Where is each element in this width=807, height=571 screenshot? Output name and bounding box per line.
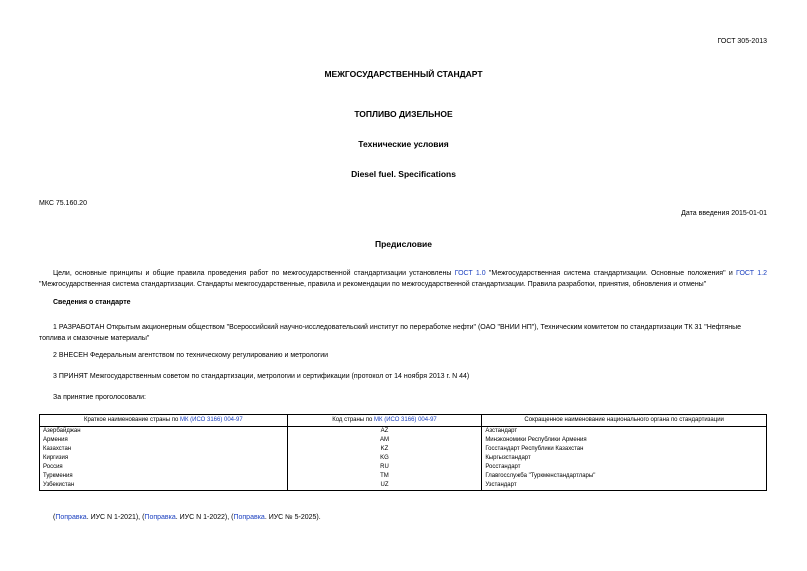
item-2-introduced: 2 ВНЕСЕН Федеральным агентством по техническому регулированию и метрологии <box>53 352 329 359</box>
country-name-cell: Армения <box>40 436 288 445</box>
info-heading: Сведения о стандарте <box>53 299 131 306</box>
country-code-cell: UZ <box>287 481 482 491</box>
table-row <box>40 436 767 445</box>
table-row <box>40 472 767 481</box>
table-header-row <box>40 415 767 427</box>
amendment-link[interactable]: Поправка <box>233 514 265 521</box>
foreword-text-1: Цели, основные принципы и общие правила проведения работ по межгосударственной стандартизации установлены <box>53 270 455 277</box>
table-row <box>40 463 767 472</box>
foreword-text-3: "Межгосударственная система стандартизации. Стандарты межгосударственные, правила и рекомендации по межгосударственной стандартизации. Правила разработки, принятия, обновления и отмены" <box>39 281 707 288</box>
country-code-cell: KZ <box>287 445 482 454</box>
item-1-developed: 1 РАЗРАБОТАН Открытым акционерным обществом "Всероссийский научно-исследовательский институт по переработке нефти" (ОАО "ВНИИ НП"), Техническим комитетом по стандартизации ТК 31 "Нефтяные топлива и смазочные материалы" <box>39 324 742 342</box>
amendments-text: . ИУС № 5-2025). <box>264 514 321 521</box>
country-code-cell: AM <box>287 436 482 445</box>
table-row <box>40 427 767 437</box>
gost-1-2-link[interactable]: ГОСТ 1.2 <box>736 270 767 277</box>
header-country-name <box>40 415 288 427</box>
table-row <box>40 481 767 491</box>
standards-body-cell: Госстандарт Республики Казахстан <box>482 445 767 454</box>
header-country-code-text: Код страны по <box>332 417 375 423</box>
standards-body-cell: Кыргызстандарт <box>482 454 767 463</box>
standard-type: МЕЖГОСУДАРСТВЕННЫЙ СТАНДАРТ <box>324 69 483 79</box>
amendments-line <box>53 514 321 521</box>
header-standards-body: Сокращенное наименование национального органа по стандартизации <box>482 415 767 427</box>
standards-body-cell: Узстандарт <box>482 481 767 491</box>
country-code-cell: TM <box>287 472 482 481</box>
document-code: ГОСТ 305-2013 <box>717 38 767 45</box>
country-name-cell: Казахстан <box>40 445 288 454</box>
country-name-cell: Киргизия <box>40 454 288 463</box>
country-code-cell: KG <box>287 454 482 463</box>
gost-1-0-link[interactable]: ГОСТ 1.0 <box>454 270 486 277</box>
document-title-english: Diesel fuel. Specifications <box>351 169 456 179</box>
standards-body-cell: Азстандарт <box>482 427 767 437</box>
intro-date: Дата введения 2015-01-01 <box>681 210 767 217</box>
header-country-name-text: Краткое наименование страны по <box>83 417 180 423</box>
header-country-code <box>287 415 482 427</box>
table-row <box>40 445 767 454</box>
voting-countries-table <box>39 414 767 491</box>
amendments-text: . ИУС N 1-2021), ( <box>86 514 145 521</box>
amendments-text: ( <box>53 514 56 521</box>
country-name-cell: Туркмения <box>40 472 288 481</box>
country-code-cell: RU <box>287 463 482 472</box>
country-name-cell: Россия <box>40 463 288 472</box>
mks-code: МКС 75.160.20 <box>39 200 87 207</box>
mk-iso-3166-link[interactable]: МК (ИСО 3166) 004-97 <box>374 417 437 423</box>
document-subtitle: Технические условия <box>358 139 449 149</box>
item-3-adopted: 3 ПРИНЯТ Межгосударственным советом по стандартизации, метрологии и сертификации (протокол от 14 ноября 2013 г. N 44) <box>53 373 470 380</box>
document-title: ТОПЛИВО ДИЗЕЛЬНОЕ <box>354 109 453 119</box>
standards-body-cell: Минэкономики Республики Армения <box>482 436 767 445</box>
country-name-cell: Узбекистан <box>40 481 288 491</box>
country-name-cell: Азербайджан <box>40 427 288 437</box>
foreword-heading: Предисловие <box>374 239 433 249</box>
amendments-text: . ИУС N 1-2022), ( <box>175 514 234 521</box>
foreword-paragraph <box>39 268 767 290</box>
foreword-text-2: "Межгосударственная система стандартизации. Основные положения" и <box>485 270 737 277</box>
amendment-link[interactable]: Поправка <box>144 514 176 521</box>
standards-body-cell: Главгосслужба "Туркменстандартлары" <box>482 472 767 481</box>
voted-label: За принятие проголосовали: <box>53 394 146 401</box>
table-row <box>40 454 767 463</box>
standards-body-cell: Росстандарт <box>482 463 767 472</box>
amendment-link[interactable]: Поправка <box>55 514 87 521</box>
mk-iso-3166-link[interactable]: МК (ИСО 3166) 004-97 <box>179 417 243 423</box>
country-code-cell: AZ <box>287 427 482 437</box>
